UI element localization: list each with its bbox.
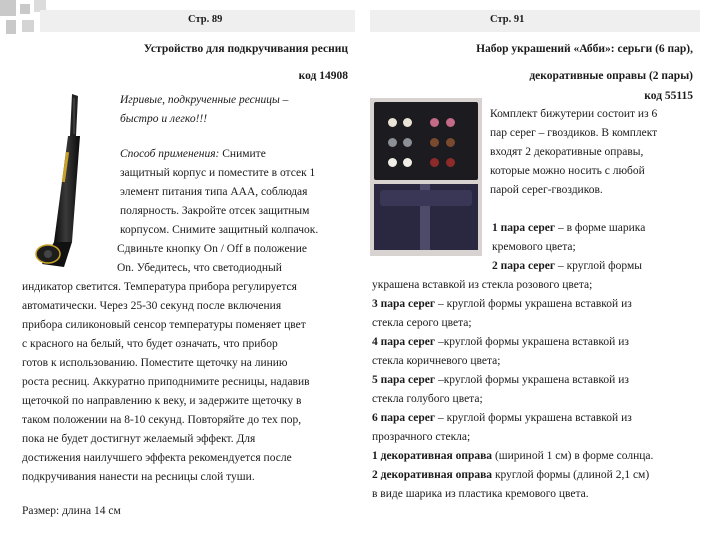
item-line [372,466,649,485]
item-text: (шириной 1 см) в форме солнца. [492,450,654,462]
usage-line: подкручивания нанести на ресницы слой туши. [22,471,255,483]
earring [430,138,439,147]
tagline-line: быстро и легко!!! [120,113,208,125]
right-page-header [370,10,700,32]
item-line [492,238,576,257]
usage-line: роста ресниц. Аккуратно приподнимите ресницы, надавив [22,376,310,388]
ribbon-bow [380,190,472,206]
item-line [372,295,632,314]
tagline-line: Игривые, подкрученные ресницы – [120,94,289,106]
usage-line: элемент питания типа ААА, соблюдая [120,186,308,198]
item-line [372,447,653,466]
usage-line: пока не будет достигнут желаемый эффект. Для [22,433,256,445]
item-label: 4 пара серег [372,336,436,348]
product-title: Устройство для подкручивания ресниц [143,43,348,55]
item-label: 1 декоративная оправа [372,450,493,462]
usage-line: готов к использованию. Поместите щеточку на линию [22,357,288,369]
product-code: код 14908 [298,70,348,82]
item-label: 5 пара серег [372,374,436,386]
usage-line: автоматически. Через 25-30 секунд после включения [22,300,282,312]
usage-line: корпусом. Снимите защитный колпачок. [120,224,319,236]
item-text: стекла коричневого цвета; [372,355,501,367]
product-code: код 55115 [644,90,693,102]
product-size: Размер: длина 14 см [22,505,121,517]
usage-line: On. Убедитесь, что светодиодный [117,262,282,274]
usage-line: прибора силиконовый сенсор температуры поменяет цвет [22,319,306,331]
usage-line: таком положении на 8-10 секунд. Повторяйте до тех пор, [22,414,302,426]
item-label: 2 пара серег [492,260,556,272]
earring [446,138,455,147]
earring [403,158,412,167]
item-line [372,276,592,295]
intro-line: которые можно носить с любой [490,165,645,177]
item-line [372,390,483,409]
item-text: прозрачного стекла; [372,431,471,443]
item-line [372,485,589,504]
earring [446,158,455,167]
usage-line: полярность. Закройте отсек защитным [120,205,310,217]
item-line [492,257,642,276]
item-line [372,409,632,428]
item-text: – круглой формы украшена вставкой из [435,298,632,310]
usage-line: Сдвиньте кнопку On / Off в положение [117,243,307,255]
item-line [372,314,472,333]
earring [403,118,412,127]
usage-text: Снимите [219,148,266,160]
item-text: стекла серого цвета; [372,317,472,329]
item-text: круглой формы (длиной 2,1 см) [492,469,650,481]
earring [403,138,412,147]
item-label: 3 пара серег [372,298,436,310]
usage-line: защитный корпус и поместите в отсек 1 [120,167,316,179]
eyelash-curler-image [18,92,88,292]
item-label: 1 пара серег [492,222,556,234]
usage-line: достижения наилучшего эффекта рекомендуется после [22,452,292,464]
item-label: 6 пара серег [372,412,436,424]
item-text: в виде шарика из пластика кремового цвета. [372,488,589,500]
earring [446,118,455,127]
product-title-line2: декоративные оправы (2 пары) [529,70,693,82]
intro-line: парой серег-гвоздиков. [490,184,603,196]
usage-line: щеточкой по направлению к веку, и задержите щеточку в [22,395,302,407]
usage-label: Способ применения: [120,148,220,160]
usage-line [120,145,266,164]
earring [388,138,397,147]
item-line [372,352,500,371]
intro-line: пар серег – гвоздиков. В комплект [490,127,658,139]
item-line [372,371,629,390]
left-page-header [40,10,355,32]
item-line [372,333,629,352]
intro-line: входят 2 декоративные оправы, [490,146,644,158]
earring [430,118,439,127]
usage-line: индикатор светится. Температура прибора регулируется [22,281,297,293]
item-text: – в форме шарика [555,222,646,234]
item-text: кремового цвета; [492,241,576,253]
earring [388,158,397,167]
jewelry-set-image [370,98,482,256]
product-title: Набор украшений «Абби»: серьги (6 пар), [476,43,693,55]
left-page-number: Стр. 89 [188,14,223,25]
item-text: украшена вставкой из стекла розового цвета; [372,279,593,291]
right-page-number: Стр. 91 [490,14,525,25]
item-text: –круглой формы украшена вставкой из [435,374,629,386]
earring [388,118,397,127]
item-text: –круглой формы украшена вставкой из [435,336,629,348]
usage-line: с красного на белый, что будет означать, что прибор [22,338,278,350]
item-text: стекла голубого цвета; [372,393,483,405]
item-text: – круглой формы украшена вставкой из [435,412,632,424]
intro-line: Комплект бижутерии состоит из 6 [490,108,658,120]
earring [430,158,439,167]
item-line [372,428,470,447]
item-label: 2 декоративная оправа [372,469,493,481]
item-line [492,219,645,238]
item-text: – круглой формы [555,260,642,272]
